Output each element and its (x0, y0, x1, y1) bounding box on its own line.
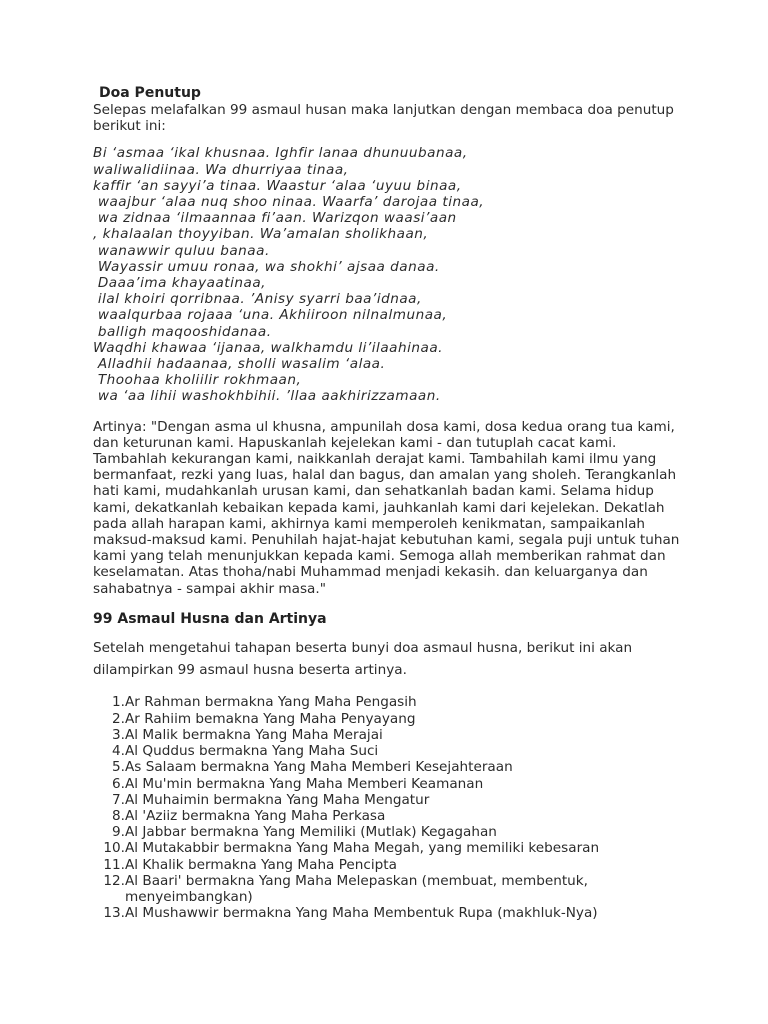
list-item-number: 1. (112, 694, 125, 711)
list-item-text: Al 'Aziiz bermakna Yang Maha Perkasa (125, 807, 386, 824)
verse-line: Waqdhi khawaa ‘ijanaa, walkhamdu li’ilaahinaa. (93, 339, 443, 356)
document-page (93, 85, 693, 921)
list-item-text: Al Khalik bermakna Yang Maha Pencipta (125, 856, 397, 873)
list-item-text: Al Mu'min bermakna Yang Maha Memberi Keamanan (125, 775, 484, 792)
verse-line: wa zidnaa ‘ilmaannaa fi’aan. Warizqon waasi’aan (93, 210, 457, 227)
list-item-number: 13. (103, 905, 125, 922)
verse-line: Alladhii hadaanaa, sholli wasalim ‘alaa. (93, 356, 386, 373)
section-title-doa-penutup: Doa Penutup (99, 85, 201, 101)
list-item-number: 8. (112, 807, 125, 824)
list-item-text: Al Jabbar bermakna Yang Memiliki (Mutlak) Kegagahan (125, 824, 497, 841)
verse-line: , khalaalan thoyyiban. Wa’amalan sholikhaan, (93, 226, 429, 243)
verse-line: ilal khoiri qorribnaa. ’Anisy syarri baa’idnaa, (93, 291, 422, 308)
verse-line: kaffir ‘an sayyi’a tinaa. Waastur ‘alaa ‘uyuu binaa, (93, 177, 462, 194)
list-item-text: Ar Rahiim bemakna Yang Maha Penyayang (125, 710, 416, 727)
verse-line: Thoohaa kholiilir rokhmaan, (93, 372, 302, 389)
verse-line: waajbur ‘alaa nuq shoo ninaa. Waarfa’ darojaa tinaa, (93, 194, 485, 211)
list-item-number: 10. (103, 840, 125, 857)
asmaul-husna-list (93, 694, 693, 921)
list-item (93, 776, 693, 792)
list-item-text: Al Malik bermakna Yang Maha Merajai (125, 726, 383, 743)
list-item (93, 694, 693, 710)
list-item (93, 840, 693, 856)
doa-verse (93, 145, 693, 404)
verse-line: waliwalidiinaa. Wa dhurriyaa tinaa, (93, 161, 349, 178)
verse-line: Bi ‘asmaa ‘ikal khusnaa. Ighfir lanaa dhunuubanaa, (93, 145, 468, 162)
verse-line: Daaa’ima khayaatinaa, (93, 275, 266, 292)
list-item (93, 873, 693, 905)
list-item-text: As Salaam bermakna Yang Maha Memberi Kesejahteraan (125, 759, 513, 776)
list-item (93, 905, 693, 921)
list-item-text: Ar Rahman bermakna Yang Maha Pengasih (125, 694, 417, 711)
list-item-number: 6. (112, 775, 125, 792)
list-item (93, 711, 693, 727)
list-item-text: Al Muhaimin bermakna Yang Maha Mengatur (125, 791, 430, 808)
list-item-number: 11. (103, 856, 125, 873)
list-item (93, 857, 693, 873)
artinya-paragraph: Artinya: "Dengan asma ul khusna, ampunilah dosa kami, dosa kedua orang tua kami, dan keturunan kami. Hapuskanlah kejelekan kami - dan tutuplah cacat kami. Tambahlah kekurangan kami, naikkanlah derajat kami. Tambahilah kami ilmu yang bermanfaat, rezki yang luas, halal dan bagus, dan amalan yang sholeh. Terangkanlah hati kami, mudahkanlah urusan kami, dan sehatkanlah badan kami. Selama hidup kami, dekatkanlah kebaikan kepada kami, jauhkanlah kami dari kejelekan. Dekatlah pada allah harapan kami, akhirnya kami memperoleh kenikmatan, sampaikanlah maksud-maksud kami. Penuhilah hajat-hajat kebutuhan kami, segala puji untuk tuhan kami yang telah menunjukkan kepada kami. Semoga allah memberikan rahmat dan keselamatan. Atas thoha/nabi Muhammad menjadi kekasih. dan keluarganya dan sahabatnya - sampai akhir masa." (93, 418, 680, 597)
list-item-text: Al Mutakabbir bermakna Yang Maha Megah, yang memiliki kebesaran (125, 840, 600, 857)
list-item-number: 9. (112, 824, 125, 841)
list-item-number: 3. (112, 726, 125, 743)
list-item-number: 4. (112, 743, 125, 760)
list-item (93, 824, 693, 840)
list-item (93, 759, 693, 775)
list-item-text: Al Mushawwir bermakna Yang Maha Membentuk Rupa (makhluk-Nya) (125, 905, 598, 922)
verse-line: wanawwir quluu banaa. (93, 242, 270, 259)
list-item-number: 2. (112, 710, 125, 727)
verse-line: Wayassir umuu ronaa, wa shokhi’ ajsaa danaa. (93, 258, 440, 275)
list-item-text: Al Baari' bermakna Yang Maha Melepaskan (membuat, membentuk, menyeimbangkan) (125, 872, 588, 905)
verse-line: waalqurbaa rojaaa ‘una. Akhiiroon nilnalmunaa, (93, 307, 448, 324)
list-item (93, 792, 693, 808)
section-title-asmaul-husna: 99 Asmaul Husna dan Artinya (93, 610, 327, 627)
list-item-number: 12. (103, 872, 125, 889)
list-item (93, 808, 693, 824)
verse-line: balligh maqooshidanaa. (93, 323, 272, 340)
list-item (93, 743, 693, 759)
list-item-number: 5. (112, 759, 125, 776)
list-item-text: Al Quddus bermakna Yang Maha Suci (125, 743, 379, 760)
list-item (93, 727, 693, 743)
intro-paragraph: Selepas melafalkan 99 asmaul husan maka lanjutkan dengan membaca doa penutup berikut ini: (93, 102, 674, 135)
verse-line: wa ‘aa lihii washokhbihii. ’llaa aakhirizzamaan. (93, 388, 441, 405)
asmaul-husna-intro: Setelah mengetahui tahapan beserta bunyi doa asmaul husna, berikut ini akan dilampirkan 99 asmaul husna beserta artinya. (93, 639, 633, 678)
list-item-number: 7. (112, 791, 125, 808)
